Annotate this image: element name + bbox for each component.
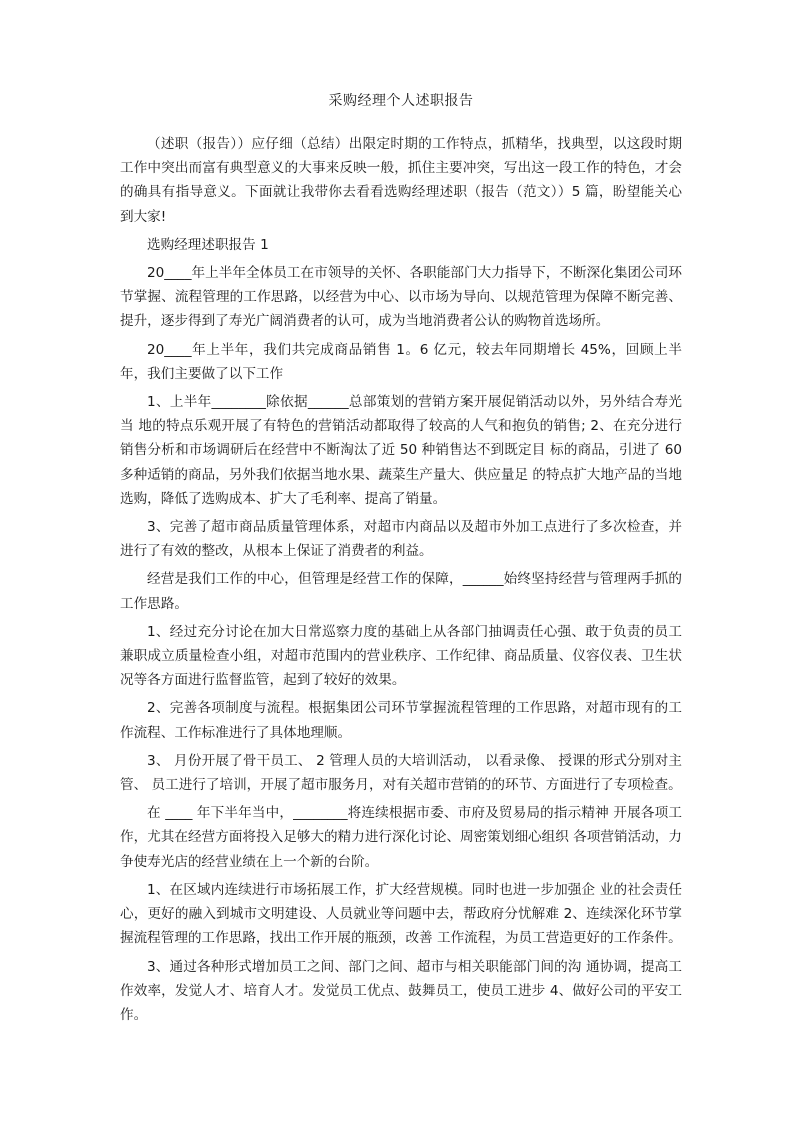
body-paragraph: 1、在区域内连续进行市场拓展工作，扩大经营规模。同时也进一步加强企 业的社会责任心，更好的融入到城市文明建设、人员就业等问题中去，帮政府分忧解难 2、连续深化环节掌握流程管理的工作思路，找出工作开展的瓶颈，改善 工作流程，为员工营造更好的工作条件。 xyxy=(120,881,682,947)
document-title: 采购经理个人述职报告 xyxy=(328,93,474,109)
body-paragraph: 经营是我们工作的中心，但管理是经营工作的保障，______始终坚持经营与管理两手抓的 工作思路。 xyxy=(120,571,682,612)
body-paragraph: 在 ____ 年下半年当中，________将连续根据市委、市府及贸易局的指示精神 开展各项工作，尤其在经营方面将投入足够大的精力进行深化讨论、周密策划细心组织 各项营销活动，力争使寿光店的经营业绩在上一个新的台阶。 xyxy=(120,805,682,870)
document-page xyxy=(120,90,682,1027)
body-paragraph: 2、完善各项制度与流程。根据集团公司环节掌握流程管理的工作思路，对超市现有的工作流程、工作标准进行了具体地理顺。 xyxy=(120,700,682,741)
body-paragraph: 20____年上半年全体员工在市领导的关怀、各职能部门大力指导下，不断深化集团公司环节掌握、流程管理的工作思路，以经营为中心、以市场为导向、以规范管理为保障不断完善、提升，逐步得到了寿光广阔消费者的认可，成为当地消费者公认的购物首选场所。 xyxy=(120,265,682,330)
body-paragraph: 3、通过各种形式增加员工之间、部门之间、超市与相关职能部门间的沟 通协调，提高工作效率，发觉人才、培育人才。发觉员工优点、鼓舞员工，使员工进步 4、做好公司的平安工作。 xyxy=(120,958,682,1023)
body-paragraph: 1、经过充分讨论在加大日常巡察力度的基础上从各部门抽调责任心强、敢于负责的员工兼职成立质量检查小组，对超市范围内的营业秩序、工作纪律、商品质量、仪容仪表、卫生状况等各方面进行监督监管，起到了较好的效果。 xyxy=(120,623,682,689)
body-paragraph: 3、 月份开展了骨干员工、 2 管理人员的大培训活动， 以看录像、 授课的形式分别对主管、 员工进行了培训，开展了超市服务月，对有关超市营销的的环节、方面进行了专项检查。 xyxy=(120,752,682,794)
intro-paragraph: （述职（报告））应仔细（总结）出限定时期的工作特点，抓精华，找典型，以这段时期工作中突出而富有典型意义的大事来反映一般，抓住主要冲突，写出这一段工作的特色，才会的确具有指导意义。下面就让我带你去看看选购经理述职（报告（范文））5 篇，盼望能关心到大家! xyxy=(120,136,682,225)
section-heading: 选购经理述职报告 1 xyxy=(147,236,269,253)
body-paragraph: 20____年上半年，我们共完成商品销售 1。6 亿元，较去年同期增长 45%，回顾上半年，我们主要做了以下工作 xyxy=(120,341,682,382)
body-paragraph: 1、上半年________除依据______总部策划的营销方案开展促销活动以外，另外结合寿光当 地的特点乐观开展了有特色的营销活动都取得了较高的人气和抱负的销售; 2、在充分进行销售分析和市场调研后在经营中不断淘汰了近 50 种销售达不到既定目 标的商品，引进了 60 多种适销的商品，另外我们依据当地水果、蔬菜生产量大、供应量足 的特点扩大地产品的当地选购，降低了选购成本、扩大了毛利率、提高了销量。 xyxy=(120,394,682,507)
body-paragraph: 3、完善了超市商品质量管理体系，对超市内商品以及超市外加工点进行了多次检查，并进行了有效的整改，从根本上保证了消费者的利益。 xyxy=(120,519,682,560)
